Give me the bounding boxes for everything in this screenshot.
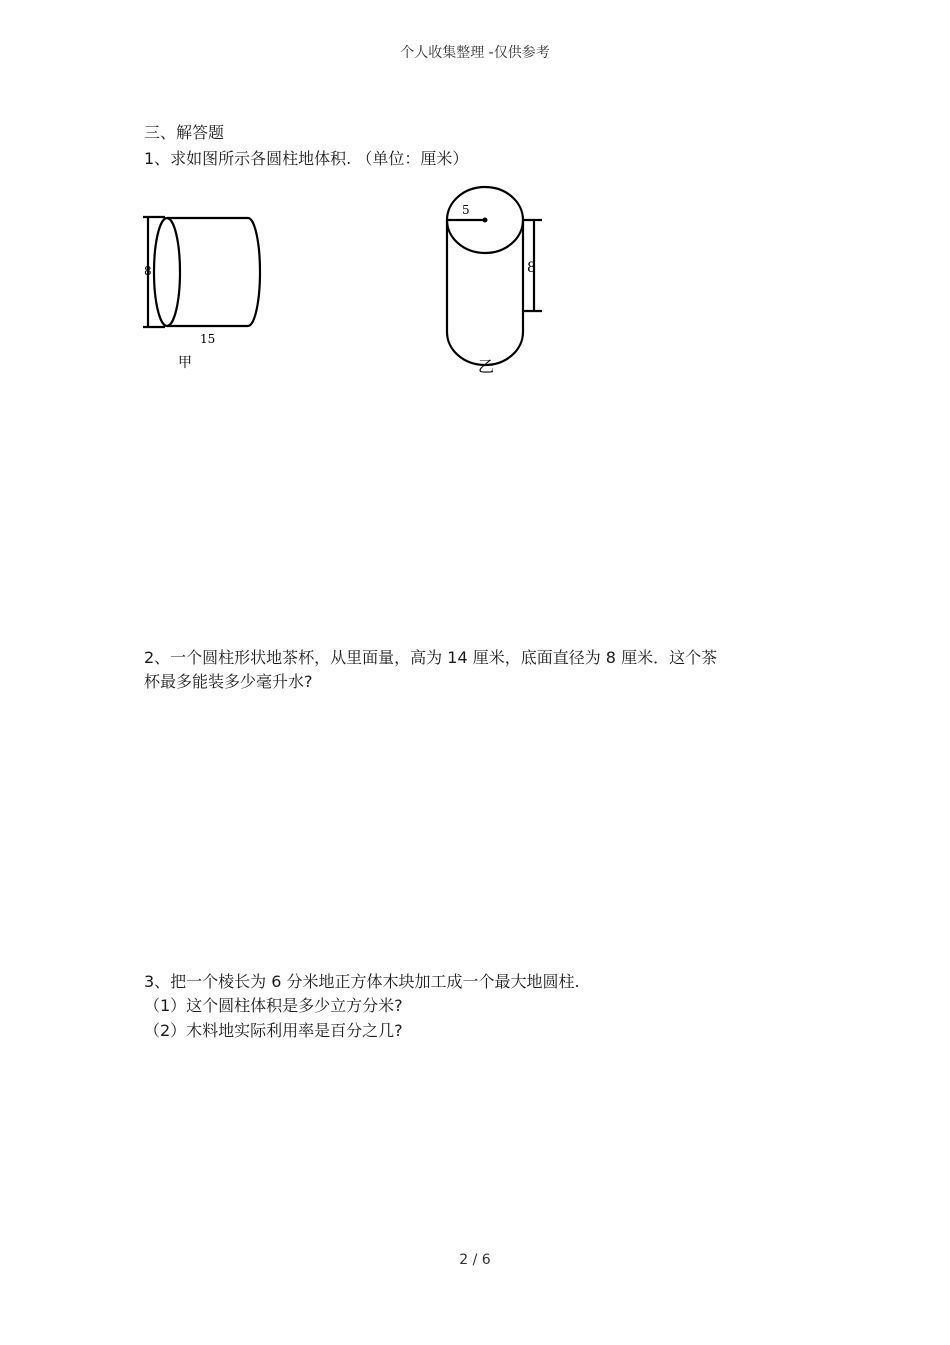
section-title: 三、解答题: [144, 123, 225, 142]
question-3-part-1: （1）这个圆柱体积是多少立方分米?: [144, 996, 403, 1015]
figure-a-caption: 甲: [178, 355, 192, 371]
question-2-line-1: 2、一个圆柱形状地茶杯，从里面量，高为 14 厘米，底面直径为 8 厘米．这个茶: [144, 648, 718, 667]
question-2-line-2: 杯最多能装多少毫升水?: [144, 672, 313, 691]
figure-b-caption: 乙: [478, 357, 495, 376]
page-header: 个人收集整理 -仅供参考: [400, 45, 550, 61]
question-3-line-1: 3、把一个棱长为 6 分米地正方体木块加工成一个最大地圆柱.: [144, 972, 580, 991]
page-number: 2 / 6: [459, 1252, 491, 1268]
cylinder-figure-a: [140, 205, 280, 375]
figure-b-radius-label: 5: [462, 203, 470, 217]
cylinder-figure-b: [440, 180, 560, 380]
figure-a-height-label: 8: [144, 264, 152, 278]
cylinder-a-right-face: [248, 218, 260, 326]
center-point-b: [483, 218, 488, 223]
cylinder-a-left-face: [154, 218, 180, 326]
question-1-text: 1、求如图所示各圆柱地体积. （单位：厘米）: [144, 149, 469, 168]
question-3-part-2: （2）木料地实际利用率是百分之几?: [144, 1021, 403, 1040]
figure-b-height-label: 8: [527, 260, 536, 276]
figure-a-length-label: 15: [200, 332, 216, 346]
